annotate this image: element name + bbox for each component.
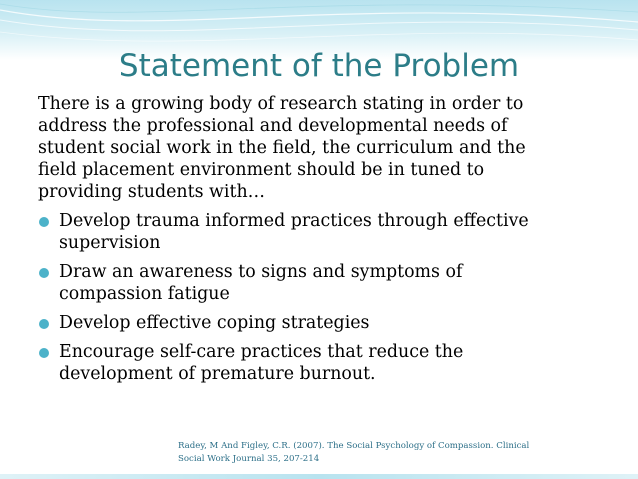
bullet-text: Develop effective coping strategies (59, 313, 370, 333)
bullet-icon (39, 217, 49, 227)
list-item (38, 341, 598, 385)
citation (178, 440, 529, 466)
intro-line: address the professional and developmental needs of (38, 116, 508, 136)
citation-line: Social Work Journal 35, 207-214 (178, 454, 320, 464)
bullet-icon (39, 348, 49, 358)
intro-line: field placement environment should be in tuned to (38, 160, 485, 180)
bullet-text: development of premature burnout. (59, 364, 376, 384)
bullet-text: Encourage self-care practices that reduce the (59, 342, 464, 362)
bullet-icon (39, 319, 49, 329)
bullet-text: Draw an awareness to signs and symptoms of (59, 262, 463, 282)
intro-paragraph (38, 93, 598, 203)
intro-line: There is a growing body of research stating in order to (38, 94, 524, 114)
slide-title: Statement of the Problem (118, 48, 520, 84)
citation-line: Radey, M And Figley, C.R. (2007). The Social Psychology of Compassion. Clinical (178, 441, 530, 451)
list-item (38, 210, 598, 254)
bullet-text: compassion fatigue (59, 284, 230, 304)
bullet-text: Develop trauma informed practices through effective (59, 211, 529, 231)
bullet-text: supervision (59, 233, 161, 253)
intro-line: student social work in the field, the curriculum and the (38, 138, 526, 158)
intro-line: providing students with… (38, 182, 266, 202)
list-item (38, 312, 598, 334)
list-item (38, 261, 598, 305)
slide-body (38, 93, 598, 385)
bullet-list (38, 210, 598, 385)
bottom-border-decoration (0, 474, 638, 479)
bullet-icon (39, 268, 49, 278)
